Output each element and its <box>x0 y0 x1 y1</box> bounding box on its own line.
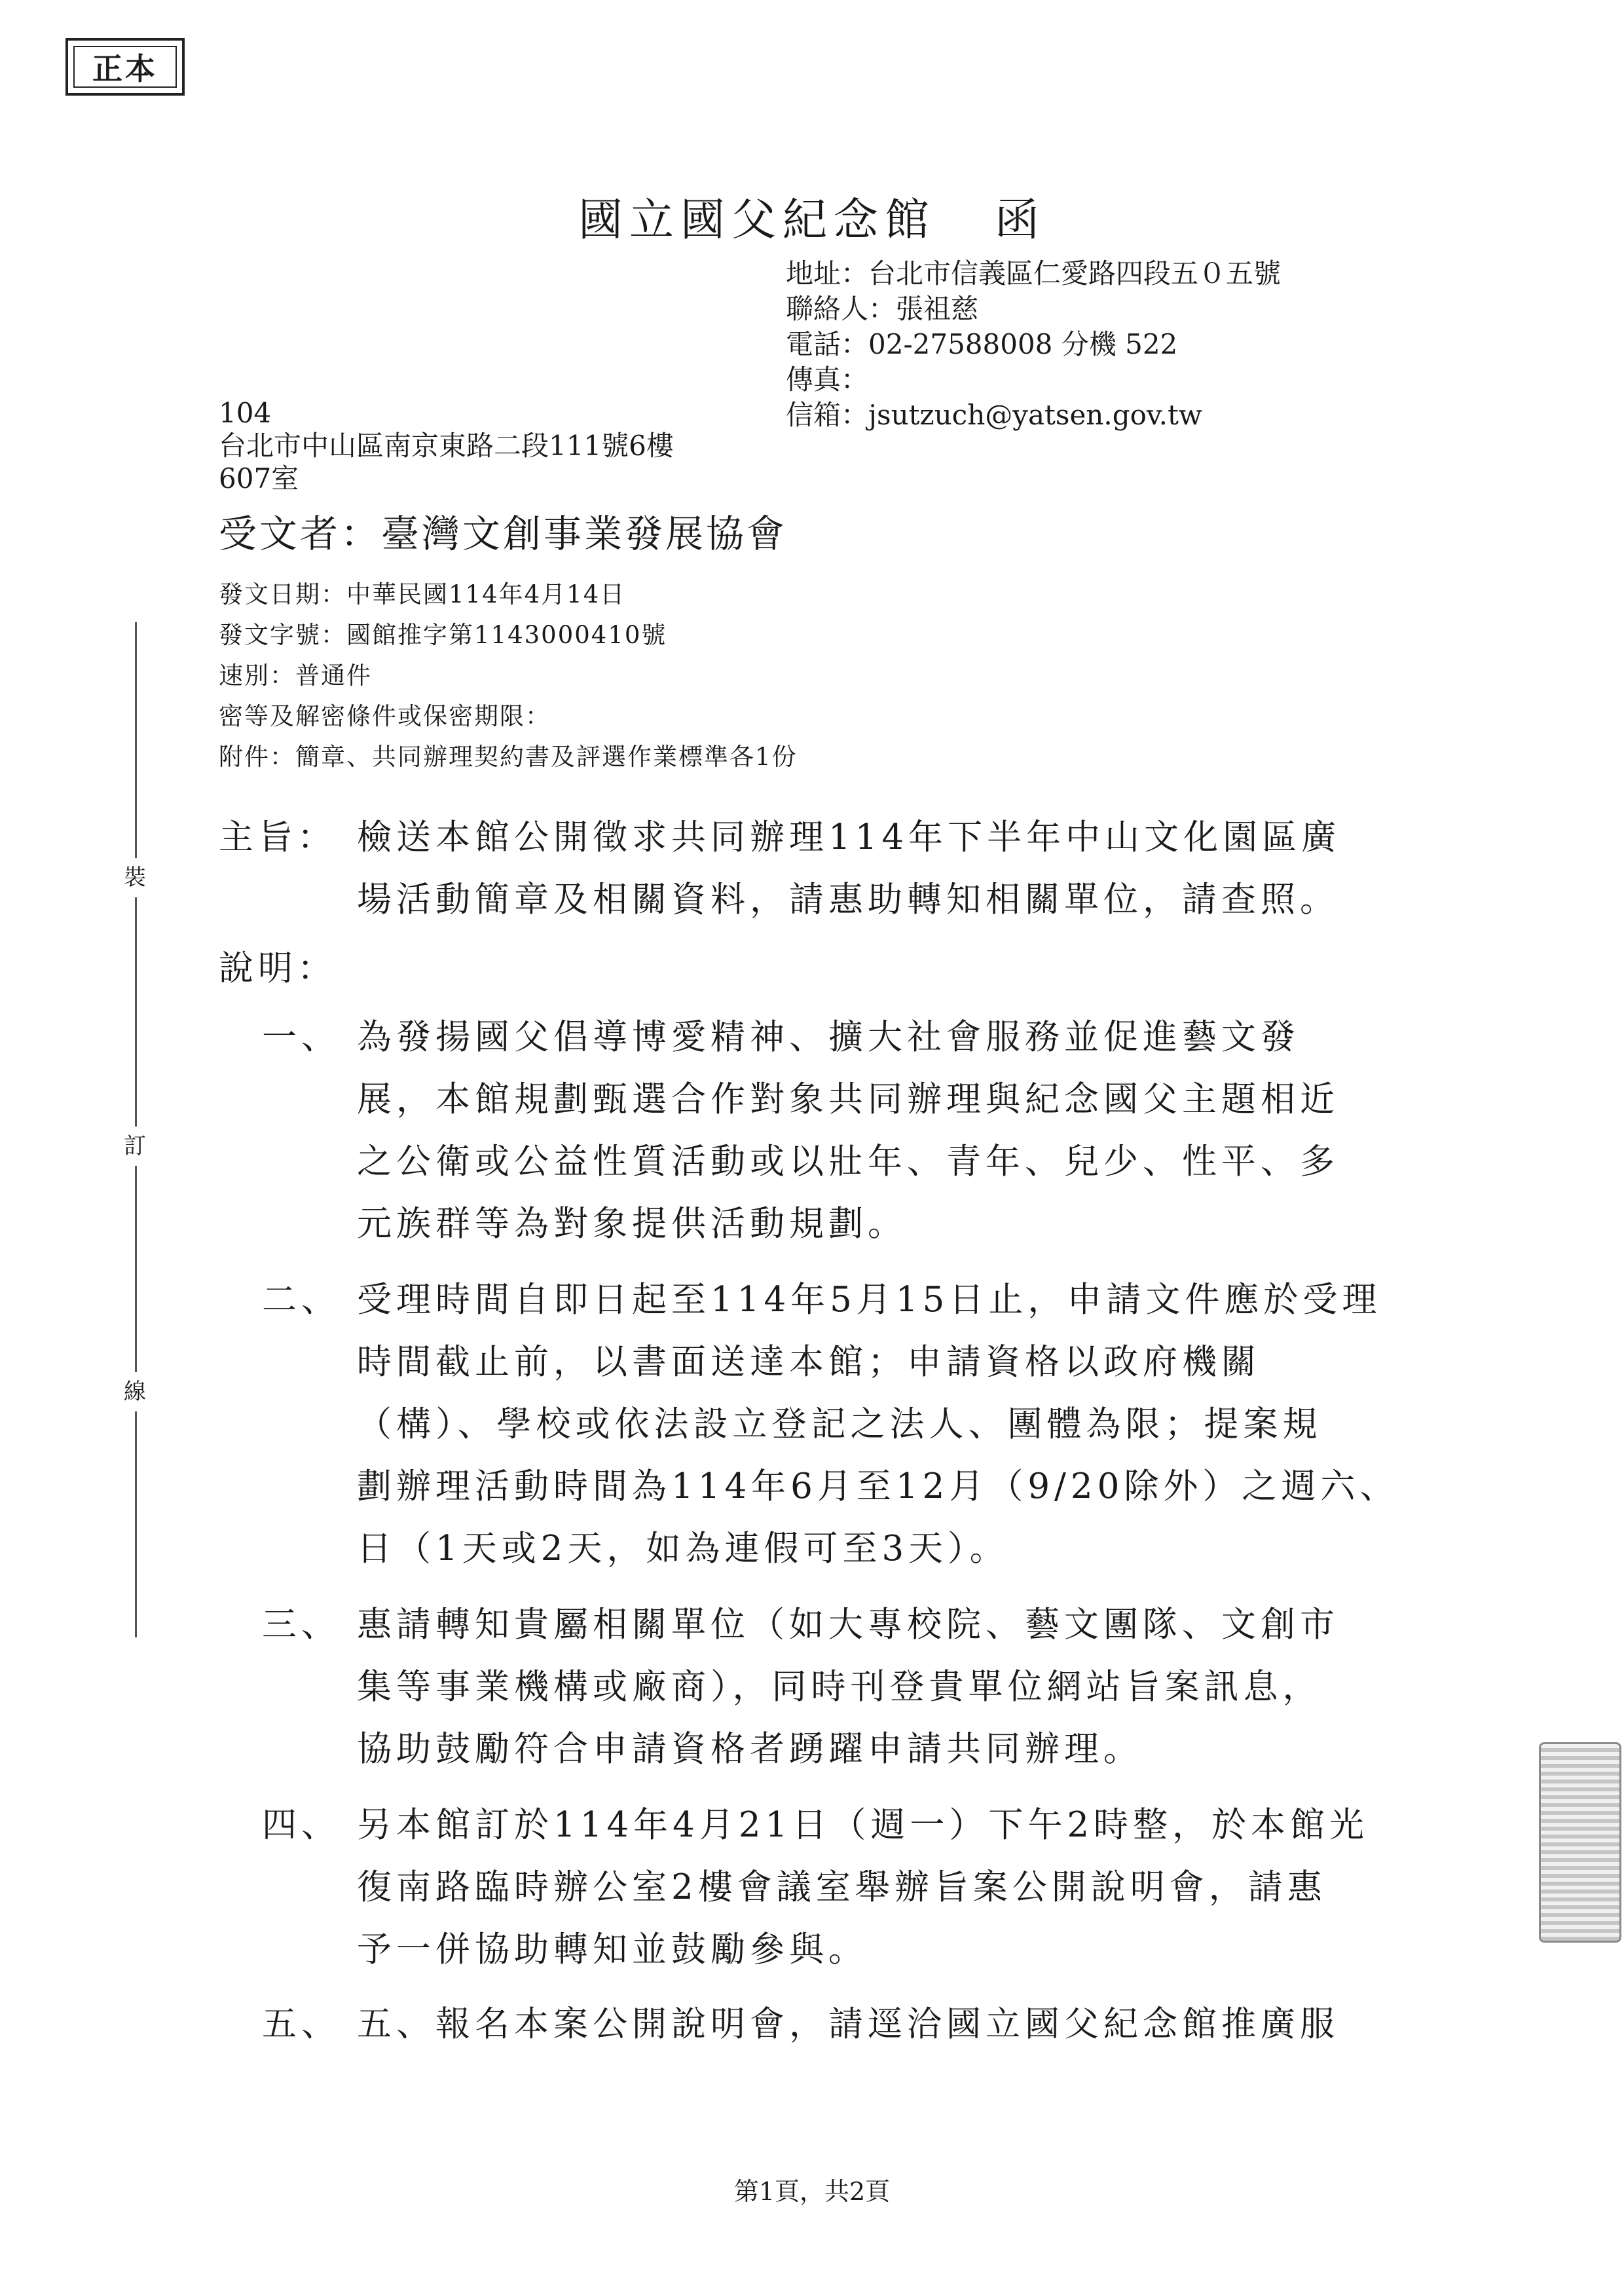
stamp-label: 正本 <box>92 51 158 86</box>
contact-person: 聯絡人：張祖慈 <box>786 293 979 325</box>
item-line: （構）、學校或依法設立登記之法人、團體為限；提案規 <box>357 1404 1322 1444</box>
item-line: 惠請轉知貴屬相關單位（如大專校院、藝文團隊、文創市 <box>357 1605 1339 1645</box>
item-number: 一、 <box>262 1017 341 1057</box>
recipient-address-line1: 台北市中山區南京東路二段111號6樓 <box>219 430 674 462</box>
item-number: 五、 <box>262 2004 341 2044</box>
item-line: 予一併協助轉知並鼓勵參與。 <box>357 1930 868 1969</box>
binding-mark-middle: 訂 <box>115 1127 155 1166</box>
item-number: 四、 <box>262 1805 341 1845</box>
delivery-speed: 速別：普通件 <box>219 662 372 690</box>
item-line: 元族群等為對象提供活動規劃。 <box>357 1204 907 1244</box>
subject-line: 檢送本館公開徵求共同辦理114年下半年中山文化園區廣 <box>357 817 1341 857</box>
page-number: 第1頁，共2頁 <box>733 2177 891 2206</box>
subject-label: 主旨： <box>219 817 337 857</box>
item-line: 復南路臨時辦公室2樓會議室舉辦旨案公開說明會，請惠 <box>357 1867 1327 1907</box>
item-number: 三、 <box>262 1605 341 1645</box>
attachments: 附件：簡章、共同辦理契約書及評選作業標準各1份 <box>219 743 798 771</box>
edge-seal-stamp <box>1539 1742 1621 1943</box>
item-line: 集等事業機構或廠商），同時刊登貴單位網站旨案訊息， <box>357 1667 1322 1707</box>
item-line: 為發揚國父倡導博愛精神、擴大社會服務並促進藝文發 <box>357 1017 1300 1057</box>
document-title <box>0 185 1624 248</box>
item-line: 之公衛或公益性質活動或以壯年、青年、兒少、性平、多 <box>357 1142 1339 1182</box>
contact-email: 信箱：jsutzuch@yatsen.gov.tw <box>786 399 1202 431</box>
contact-address: 地址：台北市信義區仁愛路四段五０五號 <box>786 257 1282 289</box>
recipient-address-line2: 607室 <box>219 462 299 494</box>
original-copy-stamp <box>65 38 185 96</box>
binding-mark-top: 裝 <box>115 858 155 897</box>
item-line: 日（1天或2天，如為連假可至3天）。 <box>357 1529 1009 1569</box>
document-type: 函 <box>995 195 1046 246</box>
item-line: 五、報名本案公開說明會，請逕洽國立國父紀念館推廣服 <box>357 2004 1339 2044</box>
binding-mark-bottom: 線 <box>115 1372 155 1411</box>
contact-phone: 電話：02-27588008 分機 522 <box>786 328 1178 360</box>
subject-line: 場活動簡章及相關資料，請惠助轉知相關單位，請查照。 <box>357 880 1339 920</box>
item-line: 協助鼓勵符合申請資格者踴躍申請共同辦理。 <box>357 1729 1143 1769</box>
explanation-label: 說明： <box>219 948 337 988</box>
item-line: 展，本館規劃甄選合作對象共同辦理與紀念國父主題相近 <box>357 1079 1339 1119</box>
item-line: 另本館訂於114年4月21日（週一）下午2時整，於本館光 <box>357 1805 1369 1845</box>
item-line: 劃辦理活動時間為114年6月至12月（9/20除外）之週六、 <box>357 1466 1399 1506</box>
item-line: 時間截止前，以書面送達本館；申請資格以政府機關 <box>357 1342 1261 1382</box>
item-line: 受理時間自即日起至114年5月15日止，申請文件應於受理 <box>357 1280 1382 1320</box>
contact-fax: 傳真： <box>786 364 869 396</box>
secrecy-level: 密等及解密條件或保密期限： <box>219 702 551 730</box>
document-number: 發文字號：國館推字第1143000410號 <box>219 621 667 649</box>
recipient: 受文者：臺灣文創事業發展協會 <box>219 512 788 556</box>
issue-date: 發文日期：中華民國114年4月14日 <box>219 580 626 608</box>
item-number: 二、 <box>262 1280 341 1320</box>
recipient-zip: 104 <box>219 397 272 429</box>
issuing-organization: 國立國父紀念館 <box>578 195 936 246</box>
